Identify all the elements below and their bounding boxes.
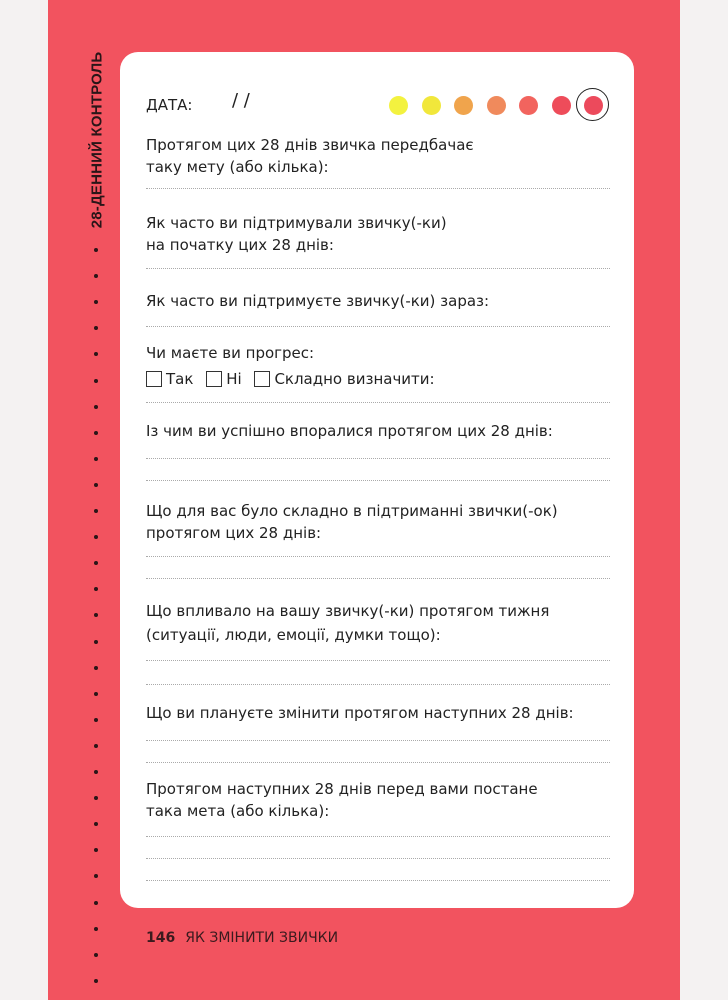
question-1-line-2: таку мету (або кілька): [146,158,329,176]
question-2-line-2: на початку цих 28 днів: [146,236,334,254]
mood-circle-2[interactable] [422,96,441,115]
answer-line[interactable] [146,858,610,859]
margin-dot [94,718,98,722]
selected-mood-ring [576,88,609,121]
margin-dot [94,483,98,487]
answer-line[interactable] [146,684,610,685]
margin-dot [94,248,98,252]
question-3: Як часто ви підтримуєте звичку(-ки) зараз: [146,292,490,310]
mood-circle-4[interactable] [487,96,506,115]
book-title: ЯК ЗМІНИТИ ЗВИЧКИ [185,930,339,946]
margin-dot [94,770,98,774]
question-1-line-1: Протягом цих 28 днів звичка передбачає [146,136,474,154]
answer-line[interactable] [146,762,610,763]
question-6-line-1: Що для вас було складно в підтриманні звички(-ок) [146,502,558,520]
margin-dot [94,457,98,461]
question-9-line-1: Протягом наступних 28 днів перед вами постане [146,780,538,798]
question-4: Чи маєте ви прогрес: [146,344,315,362]
margin-dot [94,744,98,748]
question-6-line-2: протягом цих 28 днів: [146,524,322,542]
margin-dot [94,431,98,435]
question-7-line-1: Що впливало на вашу звичку(-ки) протягом тижня [146,602,550,620]
checkbox-no[interactable]: Ні [206,370,241,388]
side-title [84,50,110,230]
question-5: Із чим ви успішно впоралися протягом цих 28 днів: [146,422,553,440]
progress-options [146,368,435,390]
question-8: Що ви плануєте змінити протягом наступних 28 днів: [146,704,574,722]
question-2-line-1: Як часто ви підтримували звичку(-ки) [146,214,447,232]
margin-dot [94,666,98,670]
answer-line[interactable] [146,480,610,481]
margin-dot [94,901,98,905]
side-title-text: 28-ДЕННИЙ КОНТРОЛЬ [88,51,106,229]
page-footer [146,930,338,946]
mood-circle-1[interactable] [389,96,408,115]
answer-line[interactable] [146,740,610,741]
margin-dot [94,927,98,931]
margin-dot [94,692,98,696]
question-9-line-2: така мета (або кілька): [146,802,330,820]
mood-circle-5[interactable] [519,96,538,115]
date-field[interactable]: / / [232,90,250,111]
mood-circle-6[interactable] [552,96,571,115]
answer-line[interactable] [146,188,610,189]
margin-dot [94,640,98,644]
answer-line[interactable] [146,556,610,557]
mood-circle-3[interactable] [454,96,473,115]
date-label: ДАТА: [146,96,193,114]
checkbox-hard-to-say[interactable]: Складно визначити: [254,370,434,388]
answer-line[interactable] [146,268,610,269]
margin-dot [94,509,98,513]
answer-line[interactable] [146,836,610,837]
answer-line[interactable] [146,660,610,661]
margin-dot [94,379,98,383]
checkbox-yes[interactable]: Так [146,370,193,388]
margin-dot [94,405,98,409]
margin-dot [94,979,98,983]
answer-line[interactable] [146,402,610,403]
question-7-line-2: (ситуації, люди, емоції, думки тощо): [146,626,441,644]
answer-line[interactable] [146,880,610,881]
margin-dot [94,953,98,957]
page-number: 146 [146,930,176,946]
answer-line[interactable] [146,326,610,327]
answer-line[interactable] [146,458,610,459]
answer-line[interactable] [146,578,610,579]
